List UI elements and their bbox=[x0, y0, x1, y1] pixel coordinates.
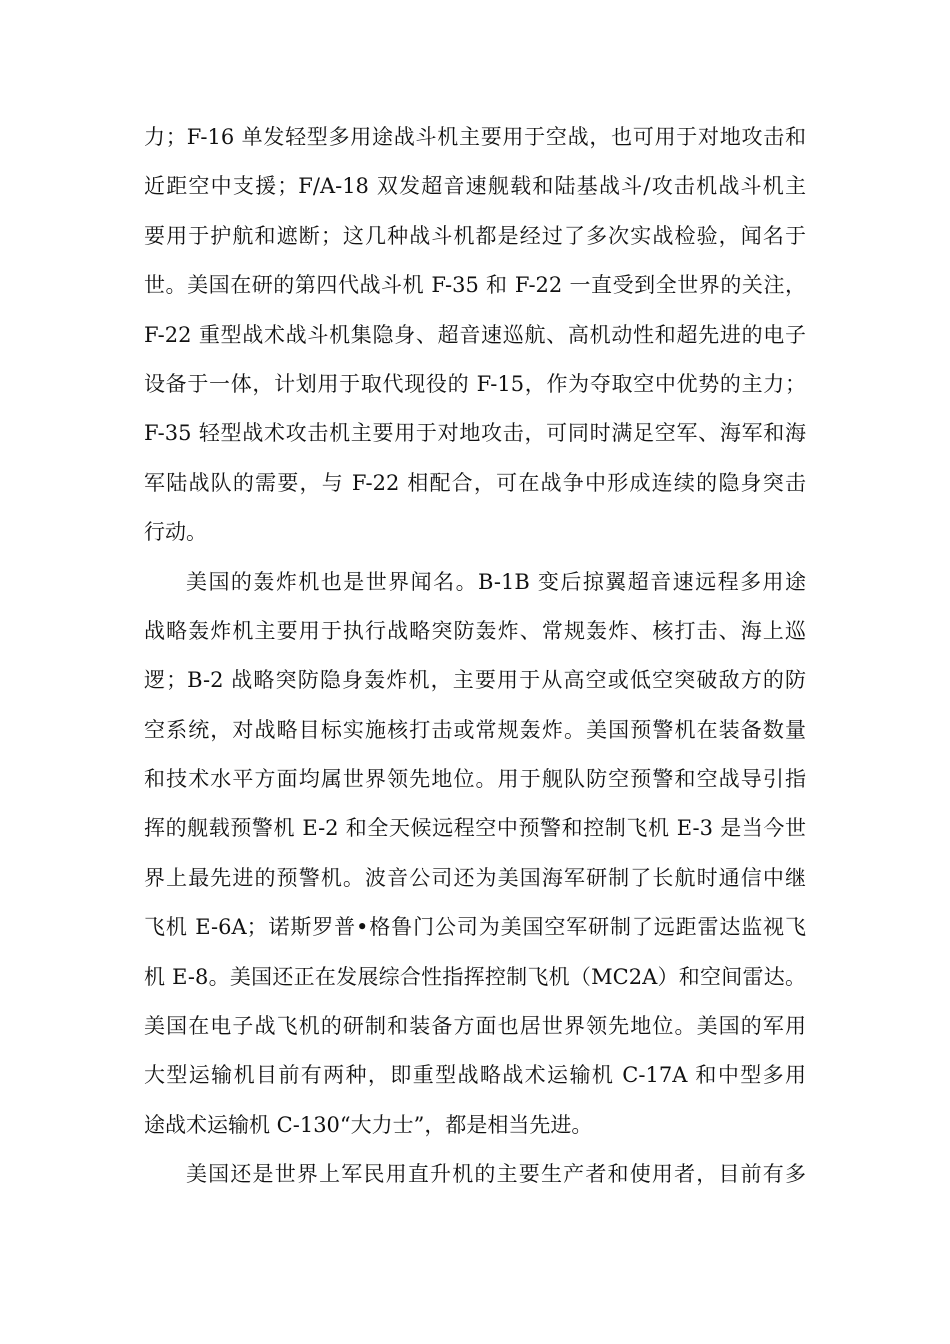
text-line: F-22 重型战术战斗机集隐身、超音速巡航、高机动性和超先进的电子 bbox=[144, 322, 806, 347]
text-line: 飞机 E-6A；诺斯罗普•格鲁门公司为美国空军研制了远距雷达监视飞 bbox=[144, 915, 806, 940]
text-line: 界上最先进的预警机。波音公司还为美国海军研制了长航时通信中继 bbox=[144, 865, 806, 890]
text-line: 美国在电子战飞机的研制和装备方面也居世界领先地位。美国的军用 bbox=[144, 1014, 806, 1039]
text-line: 要用于护航和遮断；这几种战斗机都是经过了多次实战检验，闻名于 bbox=[144, 223, 806, 248]
text-line: 世。美国在研的第四代战斗机 F-35 和 F-22 一直受到全世界的关注， bbox=[144, 273, 806, 298]
text-line: 挥的舰载预警机 E-2 和全天候远程空中预警和控制飞机 E-3 是当今世 bbox=[144, 816, 806, 841]
text-line: 行动。 bbox=[144, 520, 207, 545]
text-line: 战略轰炸机主要用于执行战略突防轰炸、常规轰炸、核打击、海上巡 bbox=[144, 618, 806, 643]
text-line: 逻；B-2 战略突防隐身轰炸机，主要用于从高空或低空突破敌方的防 bbox=[144, 668, 806, 693]
text-line: 设备于一体，计划用于取代现役的 F-15，作为夺取空中优势的主力； bbox=[144, 371, 806, 396]
text-line: 空系统，对战略目标实施核打击或常规轰炸。美国预警机在装备数量 bbox=[144, 717, 806, 742]
text-line: 近距空中支援；F/A-18 双发超音速舰载和陆基战斗/攻击机战斗机主 bbox=[144, 174, 806, 199]
paragraph bbox=[144, 113, 806, 558]
text-line: 美国还是世界上军民用直升机的主要生产者和使用者，目前有多 bbox=[186, 1162, 806, 1187]
text-line: 美国的轰炸机也是世界闻名。B-1B 变后掠翼超音速远程多用途 bbox=[186, 569, 806, 594]
text-line: 和技术水平方面均属世界领先地位。用于舰队防空预警和空战导引指 bbox=[144, 767, 806, 792]
text-line: F-35 轻型战术攻击机主要用于对地攻击，可同时满足空军、海军和海 bbox=[144, 421, 806, 446]
text-line: 力；F-16 单发轻型多用途战斗机主要用于空战，也可用于对地攻击和 bbox=[144, 125, 806, 149]
paragraph bbox=[144, 558, 806, 1151]
paragraph bbox=[144, 1150, 806, 1199]
body-text bbox=[144, 113, 806, 1200]
text-line: 军陆战队的需要，与 F-22 相配合，可在战争中形成连续的隐身突击 bbox=[144, 470, 806, 495]
text-line: 大型运输机目前有两种，即重型战略战术运输机 C-17A 和中型多用 bbox=[144, 1063, 806, 1088]
text-line: 机 E-8。美国还正在发展综合性指挥控制飞机（MC2A）和空间雷达。 bbox=[144, 964, 806, 989]
text-line: 途战术运输机 C-130“大力士”，都是相当先进。 bbox=[144, 1112, 593, 1137]
